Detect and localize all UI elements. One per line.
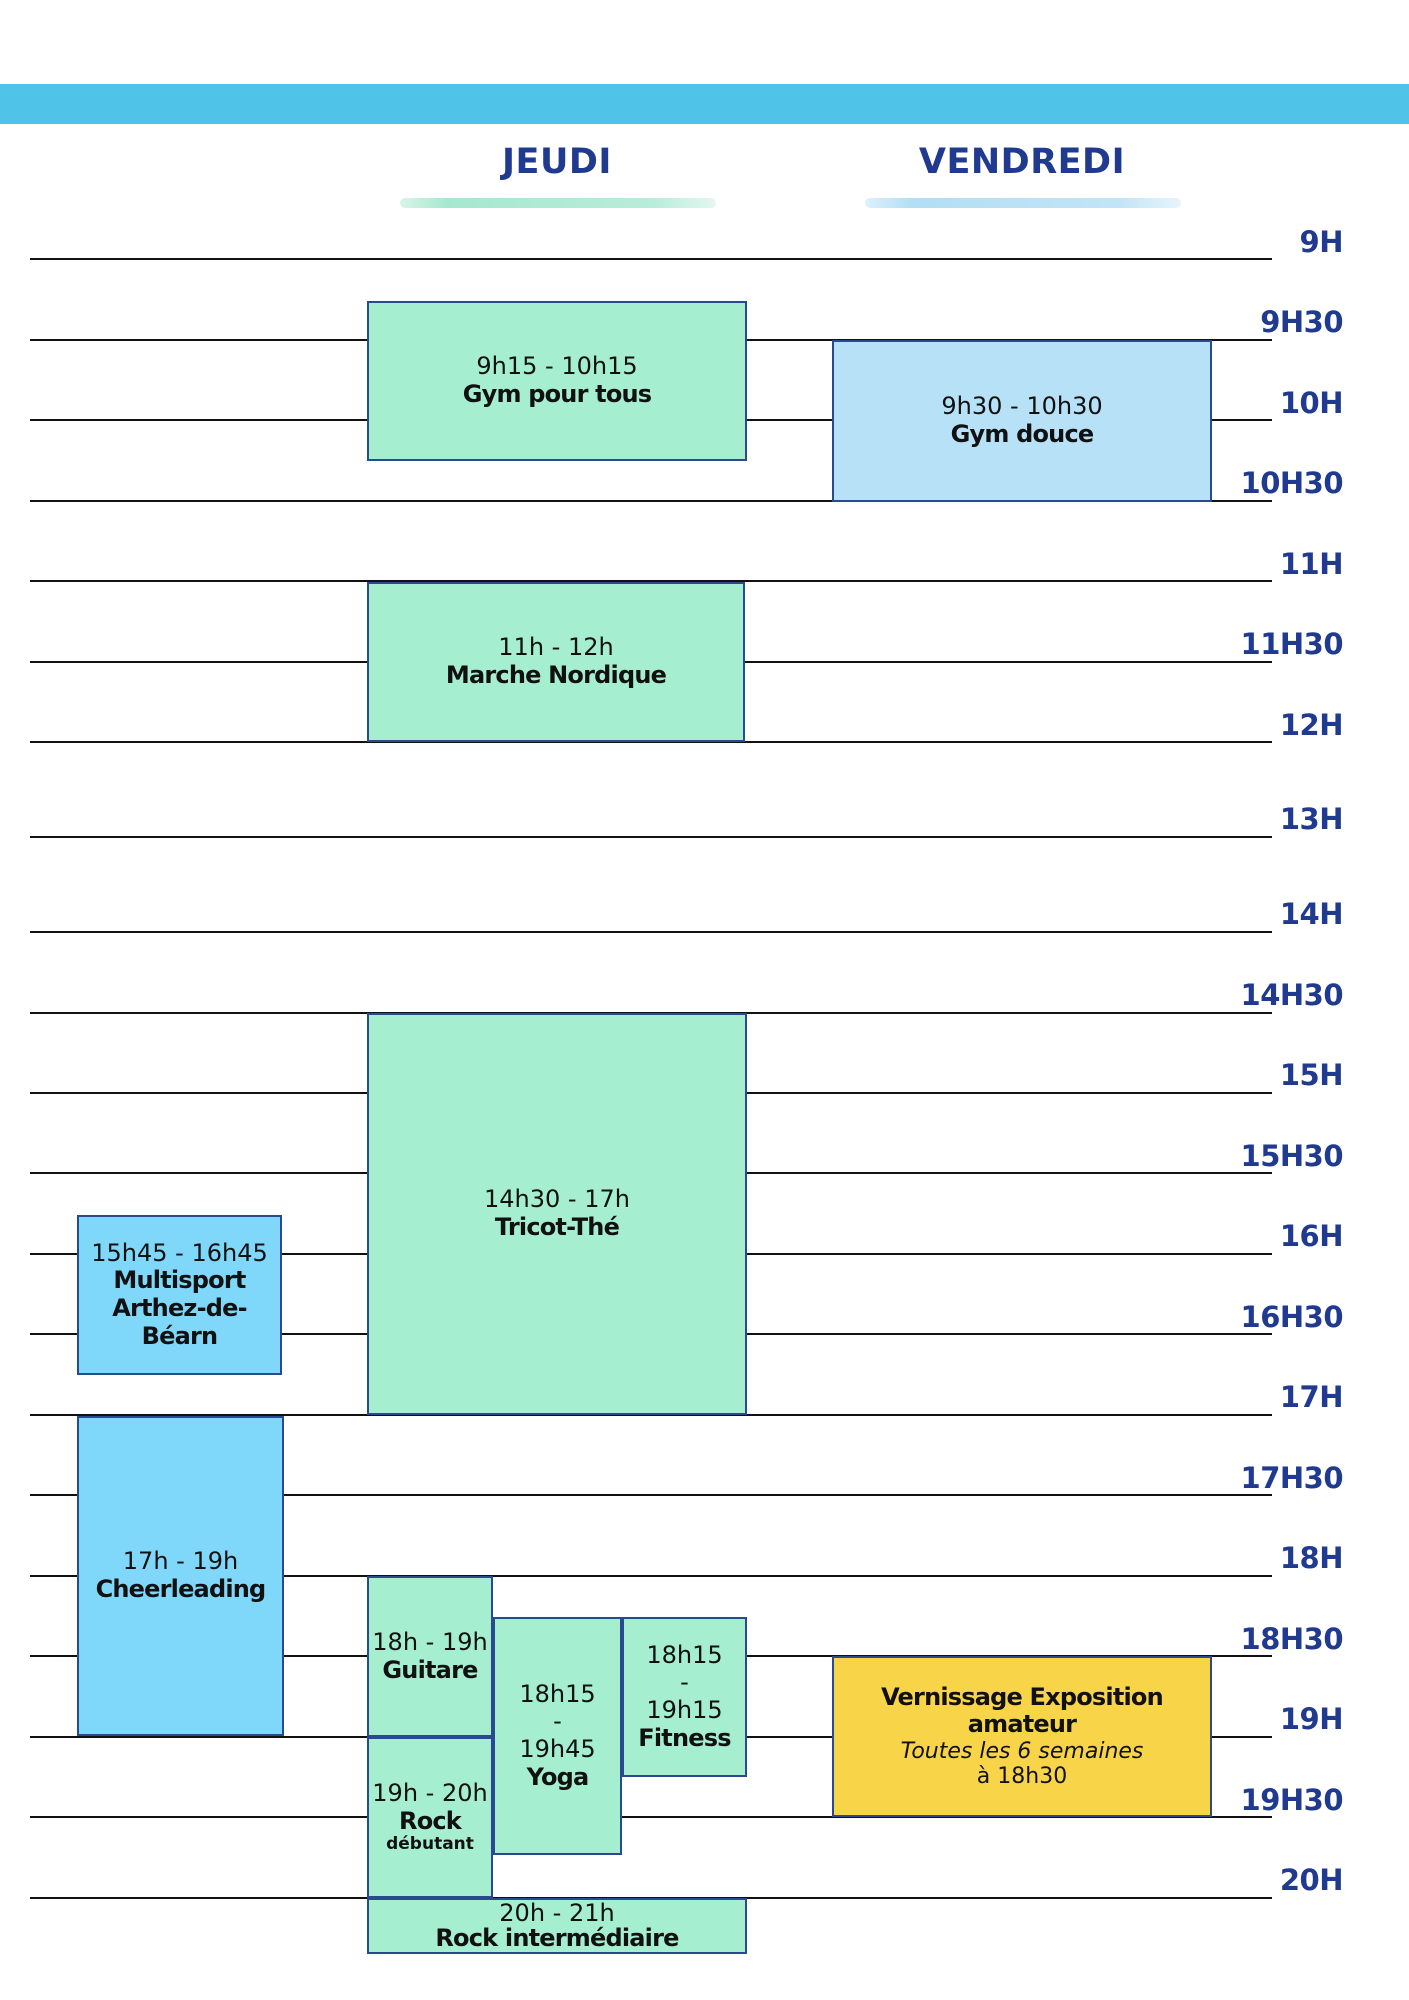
hour-label: 18H: [1279, 1541, 1343, 1575]
event-time: 19h - 20h: [372, 1779, 488, 1808]
hour-label: 12H: [1279, 708, 1343, 742]
event-title: Multisport Arthez-de-Béarn: [112, 1266, 247, 1350]
event-cheerleading[interactable]: [77, 1416, 284, 1736]
event-fitness[interactable]: [622, 1617, 747, 1777]
hour-line: [30, 258, 1272, 260]
hour-label: 18H30: [1240, 1622, 1343, 1656]
event-title: Marche Nordique: [445, 661, 667, 689]
event-vernissage[interactable]: [832, 1656, 1212, 1817]
jeudi-underline: [400, 198, 716, 208]
event-title: Fitness: [638, 1723, 731, 1752]
event-time: 18h15 - 19h45: [519, 1679, 596, 1763]
event-time: 9h30 - 10h30: [941, 392, 1103, 421]
event-time: 15h45 - 16h45: [91, 1238, 268, 1267]
hour-line: [30, 931, 1272, 933]
event-time: 11h - 12h: [498, 633, 614, 662]
hour-label: 20H: [1279, 1863, 1343, 1897]
hour-label: 17H30: [1240, 1461, 1343, 1495]
event-title: Tricot-Thé: [494, 1213, 620, 1241]
hour-label: 16H30: [1240, 1300, 1343, 1334]
hour-label: 9H: [1299, 225, 1343, 259]
event-title: Guitare: [382, 1655, 478, 1684]
event-title: Vernissage Exposition amateur: [881, 1682, 1163, 1739]
event-time: 18h15 - 19h15: [646, 1640, 723, 1724]
event-time: 9h15 - 10h15: [476, 352, 638, 381]
event-rock-intermediaire[interactable]: [367, 1898, 747, 1954]
event-rock-debutant[interactable]: [367, 1737, 493, 1898]
hour-label: 19H30: [1240, 1783, 1343, 1817]
day-header-vendredi: VENDREDI: [918, 142, 1126, 182]
hour-label: 10H: [1279, 386, 1343, 420]
hour-label: 10H30: [1240, 466, 1343, 500]
hour-label: 19H: [1279, 1702, 1343, 1736]
hour-label: 15H30: [1240, 1139, 1343, 1173]
top-bar: [0, 84, 1409, 124]
event-time: 20h - 21h: [499, 1898, 615, 1927]
event-note-time: à 18h30: [976, 1764, 1068, 1790]
hour-label: 16H: [1279, 1219, 1343, 1253]
hour-label: 11H: [1279, 547, 1343, 581]
hour-label: 13H: [1279, 802, 1343, 836]
event-guitare[interactable]: [367, 1576, 493, 1737]
vendredi-underline: [865, 198, 1181, 208]
day-header-jeudi: JEUDI: [502, 142, 612, 182]
event-title: Gym pour tous: [462, 380, 652, 408]
event-title: Gym douce: [950, 420, 1094, 448]
event-multisport[interactable]: [77, 1215, 282, 1375]
event-gym-douce[interactable]: [832, 340, 1212, 502]
event-title: Rock: [399, 1806, 461, 1835]
event-time: 17h - 19h: [122, 1547, 239, 1576]
hour-label: 14H30: [1240, 978, 1343, 1012]
event-tricot-the[interactable]: [367, 1013, 747, 1415]
event-title: Rock intermédiaire: [435, 1924, 679, 1952]
event-marche-nordique[interactable]: [367, 582, 745, 742]
event-gym-pour-tous[interactable]: [367, 301, 747, 461]
event-yoga[interactable]: [493, 1617, 622, 1855]
hour-label: 14H: [1279, 897, 1343, 931]
event-note: Toutes les 6 semaines: [900, 1738, 1144, 1764]
hour-label: 17H: [1279, 1380, 1343, 1414]
event-time: 14h30 - 17h: [484, 1185, 630, 1214]
event-title: Yoga: [526, 1762, 589, 1791]
hour-label: 11H30: [1240, 627, 1343, 661]
event-subtitle: débutant: [386, 1834, 474, 1855]
event-time: 18h - 19h: [372, 1627, 488, 1656]
hour-label: 15H: [1279, 1058, 1343, 1092]
hour-line: [30, 836, 1272, 838]
hour-label: 9H30: [1260, 305, 1343, 339]
event-title: Cheerleading: [95, 1575, 266, 1603]
